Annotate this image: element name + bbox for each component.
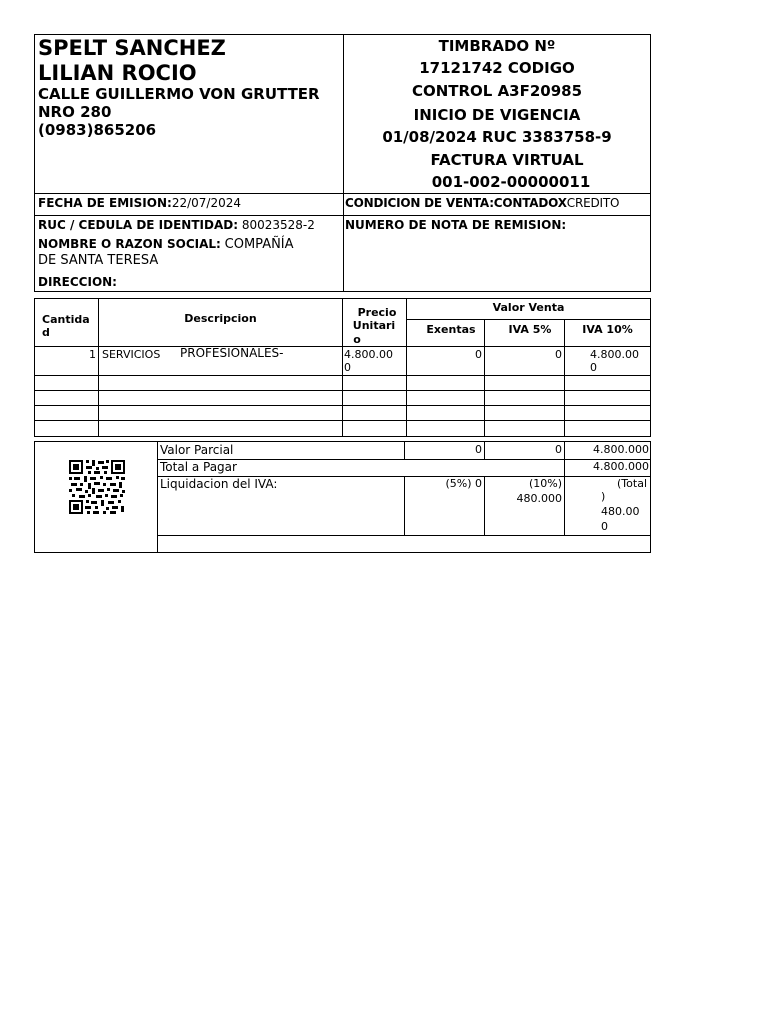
stamp-line5: 01/08/2024 RUC 3383758-9 [382,128,612,146]
valor-parcial-iva5: 0 [555,443,562,456]
liquidacion-10-line2: 480.000 [516,492,562,505]
fecha-emision [38,197,241,209]
stamp-line6: FACTURA VIRTUAL [430,151,584,169]
row1-iva5: 0 [555,348,562,361]
ruc-value: 80023528-2 [241,218,315,232]
issuer-phone: (0983)865206 [38,121,157,139]
stamp-line3: CONTROL A3F20985 [411,82,583,100]
col-valor-venta: Valor Venta [492,301,565,314]
liquidacion-total-line2: ) [601,490,606,503]
liquidacion-10-line1: (10%) [528,477,562,490]
row1-descripcion-a: SERVICIOS [102,348,161,361]
liquidacion-total-line4: 0 [601,520,608,533]
col-exentas: Exentas [426,323,476,336]
nota-remision-label: NUMERO DE NOTA DE REMISION: [345,218,567,232]
liquidacion-5: (5%) 0 [445,477,482,490]
fecha-value: 22/07/2024 [171,196,241,210]
col-cantidad-1: Cantida [42,313,90,326]
col-line [564,319,565,437]
liquidacion-total-line3: 480.00 [601,505,640,518]
qr-code-icon [68,459,126,515]
valor-venta-divider [406,319,651,320]
condicion-value: CREDITO [566,196,620,210]
row1-precio-2: 0 [344,361,351,374]
row1-cantidad: 1 [89,348,96,361]
issuer-address-line1: CALLE GUILLERMO VON GRUTTER [38,85,320,103]
col-line [342,298,343,437]
valor-parcial-iva10: 4.800.000 [593,443,649,456]
col-descripcion: Descripcion [184,312,257,325]
fecha-label: FECHA DE EMISION: [38,196,172,210]
stamp-line7: 001-002-00000011 [431,173,591,191]
valor-parcial-exentas: 0 [475,443,482,456]
col-iva5: IVA 5% [508,323,552,336]
liquidacion-total-line1: (Total [617,477,647,490]
total-label: Total a Pagar [160,460,237,474]
col-iva10: IVA 10% [582,323,633,336]
row1-iva10-2: 0 [590,361,597,374]
nombre-label: NOMBRE O RAZON SOCIAL: [38,237,221,251]
row1-exentas: 0 [475,348,482,361]
row1-iva10-1: 4.800.00 [590,348,639,361]
col-precio-2: Unitari [352,319,396,332]
col-line [406,298,407,437]
row1-precio-1: 4.800.00 [344,348,393,361]
qr-divider [157,441,158,553]
condicion-venta [345,197,619,209]
direccion-label: DIRECCION: [38,275,117,289]
row1-descripcion-b: PROFESIONALES- [180,346,284,360]
issuer-name-line1: SPELT SANCHEZ [38,36,226,60]
liquidacion-label: Liquidacion del IVA: [160,477,278,491]
stamp-line2: 17121742 CODIGO [419,59,575,77]
issuer-address-line2: NRO 280 [38,103,112,121]
valor-parcial-label: Valor Parcial [160,443,234,457]
nombre-value: COMPAÑÍA [224,237,294,252]
col-cantidad-2: d [42,326,50,339]
nombre-value-line2: DE SANTA TERESA [38,253,159,268]
col-precio-1: Precio [357,306,397,319]
total-value: 4.800.000 [593,460,649,473]
col-precio-3: o [353,333,361,346]
ruc-label: RUC / CEDULA DE IDENTIDAD: [38,218,239,232]
stamp-line4: INICIO DE VIGENCIA [413,106,581,124]
ruc-line [38,219,315,231]
stamp-line1: TIMBRADO Nº [438,37,556,55]
nombre-line [38,238,294,251]
condicion-label: CONDICION DE VENTA:CONTADOX [345,196,567,210]
col-line [484,319,485,437]
issuer-name-line2: LILIAN ROCIO [38,61,197,85]
